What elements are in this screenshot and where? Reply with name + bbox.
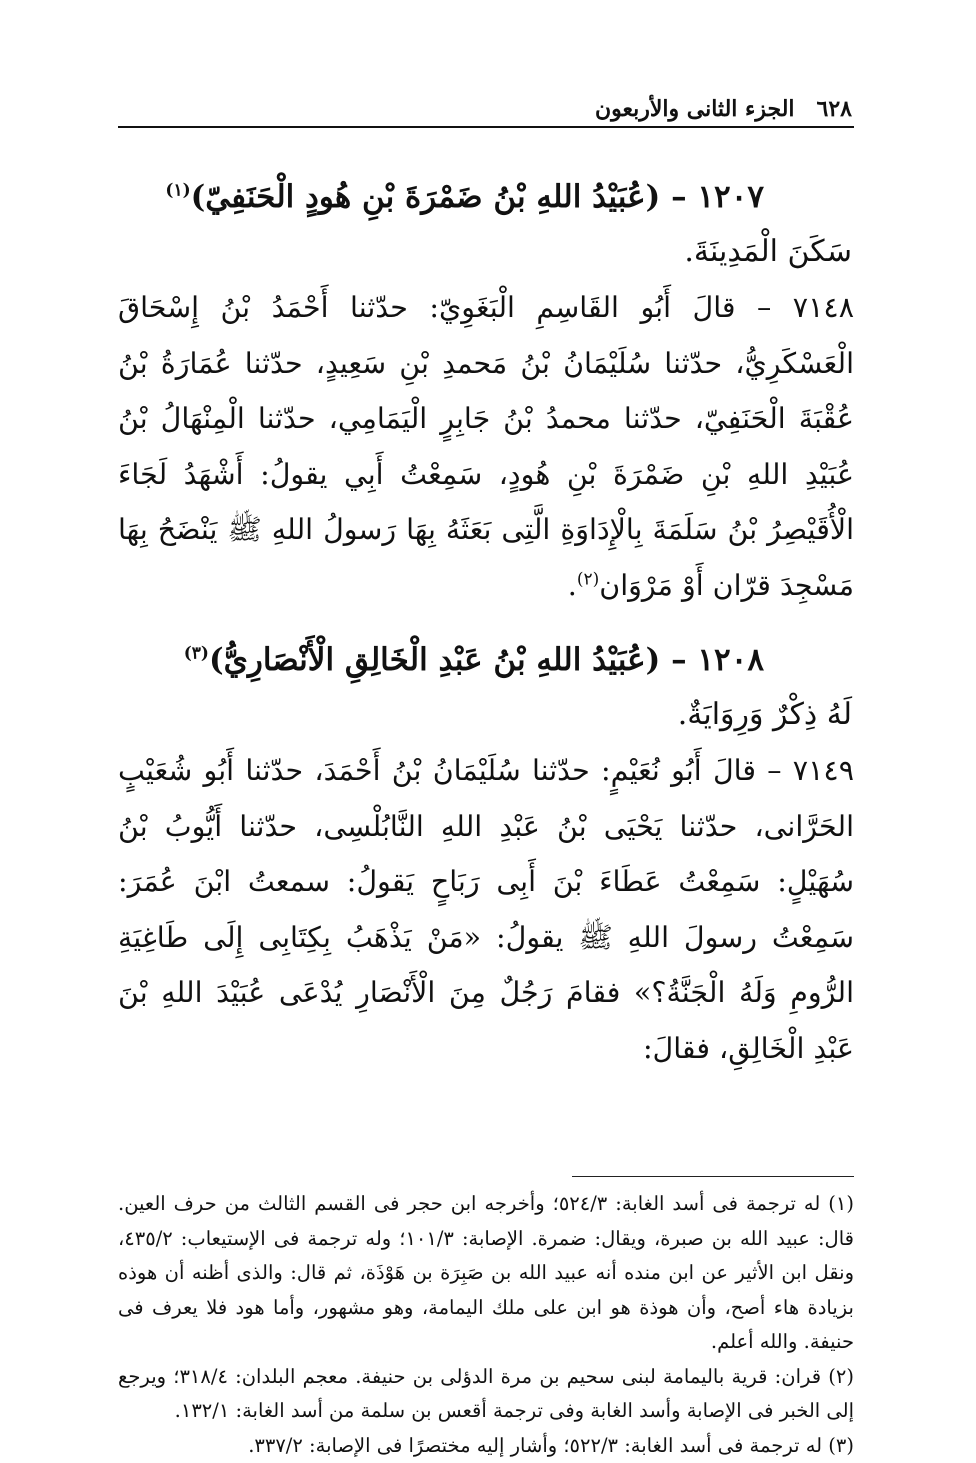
narration-paragraph (118, 743, 854, 1076)
footnote-reference: (٣) (184, 644, 209, 664)
entry-description: لَهُ ذِكْرٌ وَرِوَايَةٌ. (118, 689, 854, 741)
footnote-3: (٣) له ترجمة فى أسد الغابة: ٥٢٢/٣؛ وأشار إليه مختصرًا فى الإصابة: ٣٣٧/٢. (118, 1429, 854, 1463)
footnote-1: (١) له ترجمة فى أسد الغابة: ٥٢٤/٣؛ وأخرجه ابن حجر فى القسم الثالث من حرف العين. قال: عبيد الله بن صبرة، ويقال: ضمرة. الإصابة: ١٠١/٣؛ وله ترجمة فى الإستيعاب: ٤٣٥/٢، ونقل ابن الأثير عن ابن منده أنه عبيد الله بن صَبِرَة بن هَوْذَة، ثم قال: والذى أظنه أن هوذه بزيادة هاء أصح، وأن هوذة هو ابن على ملك اليمامة، وهو مشهور، وأما هود فلا يعرف فى حنيفة. والله أعلم. (118, 1187, 854, 1360)
footnote-separator (572, 1176, 854, 1177)
document-page (118, 82, 854, 1463)
entry-heading (118, 168, 854, 226)
section-title: الجزء الثانى والأربعون (595, 96, 795, 122)
entry-heading-text: ١٢٠٧ – (عُبَيْدُ اللهِ بْنُ ضَمْرَةَ بْنِ هُودٍ الْحَنَفِيّ) (191, 179, 764, 215)
running-head (118, 82, 854, 122)
narration-end: . (568, 569, 577, 602)
header-rule (118, 126, 854, 128)
narration-paragraph (118, 280, 854, 613)
footnote-2: (٢) قران: قرية باليمامة لبنى سحيم بن مرة الدؤلى بن حنيفة. معجم البلدان: ٣١٨/٤؛ ويرجع إلى الخبر فى الإصابة وأسد الغابة وفى ترجمة أقعس بن سلمة من أسد الغابة: ١٣٢/١. (118, 1360, 854, 1429)
entry-heading (118, 631, 854, 689)
entry-heading-text: ١٢٠٨ – (عُبَيْدُ اللهِ بْنُ عَبْدِ الْخَالِقِ الْأَنْصَارِيُّ) (209, 642, 764, 678)
entry-description: سَكَنَ الْمَدِينَةَ. (118, 226, 854, 278)
footnote-reference: (١) (165, 181, 190, 201)
narration-text: ٧١٤٨ – قالَ أَبُو القَاسِمِ الْبَغَوِيّ: حدّثنا أَحْمَدُ بْنُ إِسْحَاقَ الْعَسْكَرِيُّ، حدّثنا سُلَيْمَانُ بْنُ مَحمدِ بْنِ سَعِيدٍ، حدّثنا عُمَارَةُ بْنُ عُقْبَةَ الْحَنَفِيّ، حدّثنا محمدُ بْنُ جَابِرٍ الْيَمَامِي، حدّثنا الْمِنْهَالُ بْنُ عُبَيْدِ اللهِ بْنِ ضَمْرَةَ بْنِ هُودٍ، سَمِعْتُ أَبِي يقولُ: أَشْهَدُ لَجَاءَ الْأُقَيْصِرُ بْنُ سَلَمَةَ بِالْإِدَاوَةِ الَّتِى بَعَثَهُ بِهَا رَسولُ اللهِ ﷺ يَنْضَحُ بِهَا مَسْجِدَ قرّان أَوْ مَرْوَان (118, 291, 854, 602)
footnotes (118, 1187, 854, 1463)
page-number: ٦٢٨ (817, 96, 852, 122)
footnote-reference: (٢) (577, 569, 599, 589)
narration-text: ٧١٤٩ – قالَ أَبُو نُعَيْمٍ: حدّثنا سُلَيْمَانُ بْنُ أَحْمَدَ، حدّثنا أَبُو شُعَيْبٍ الحَرَّانى، حدّثنا يَحْيَى بْنُ عَبْدِ اللهِ النَّابُلْسِى، حدّثنا أَيُّوبُ بْنُ سُهَيْلٍ: سَمِعْتُ عَطَاءَ بْنَ أَبِى رَبَاحٍ يَقولُ: سمعتُ ابْنَ عُمَرَ: سَمِعْتُ رسولَ اللهِ ﷺ يقولُ: «مَنْ يَذْهَبُ بِكِتَابِى إِلَى طَاغِيَةِ الرُّومِ وَلَهُ الْجَنَّةُ؟» فقامَ رَجُلٌ مِنَ الْأَنْصَارِ يُدْعَى عُبَيْدَ اللهِ بْنَ عَبْدِ الْخَالِقِ، فقالَ: (118, 754, 854, 1065)
